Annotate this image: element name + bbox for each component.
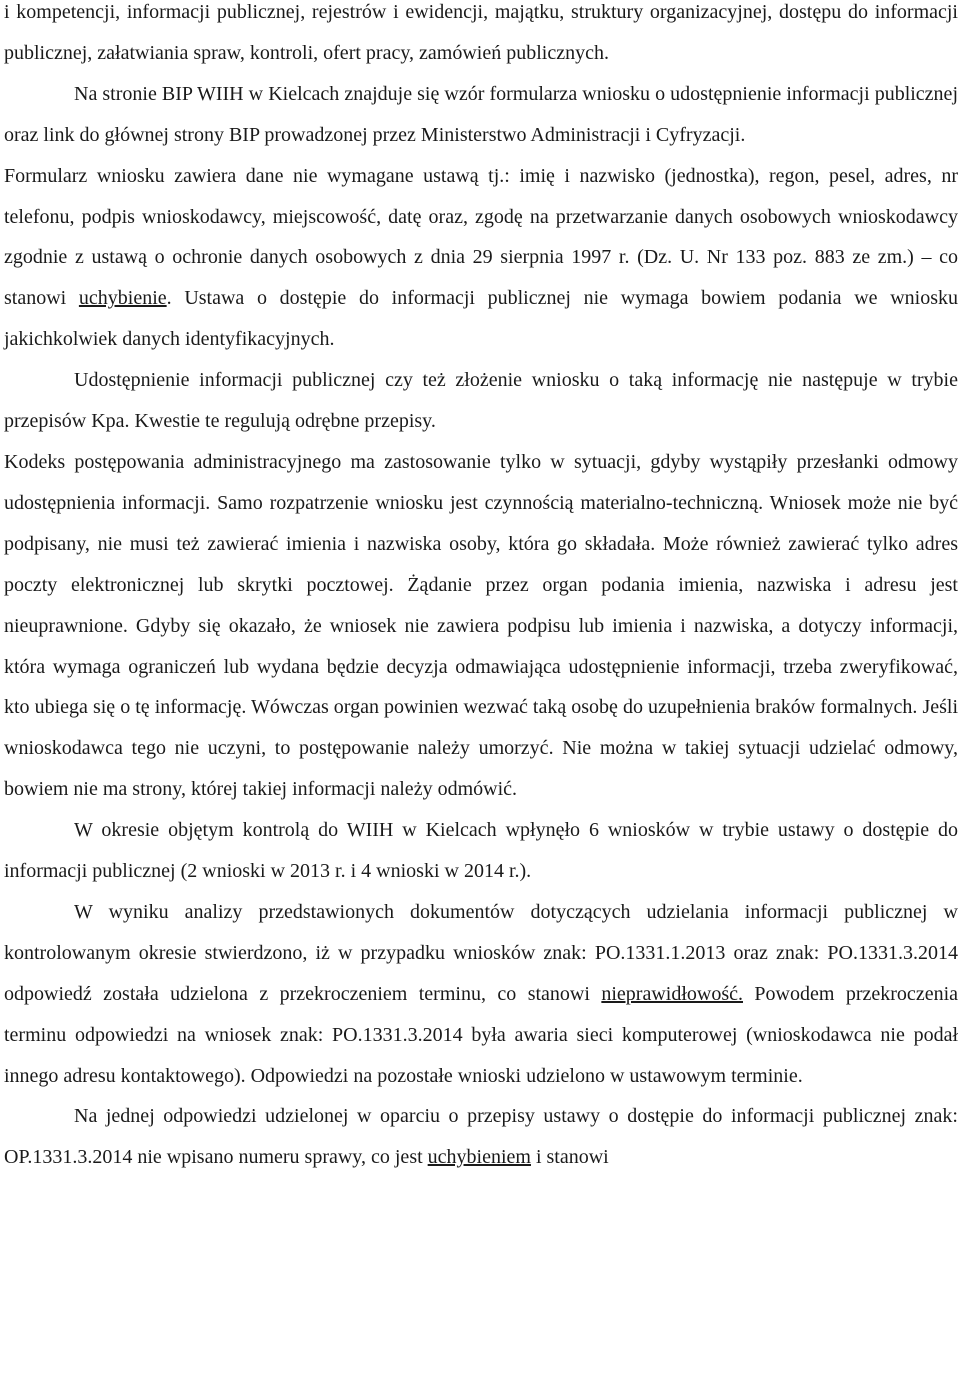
paragraph-3-text-b: . Ustawa o dostępie do informacji publicznej nie wymaga bowiem podania we wniosku jakichkolwiek danych identyfikacyjnych.: [4, 287, 958, 351]
paragraph-5: Kodeks postępowania administracyjnego ma zastosowanie tylko w sytuacji, gdyby wystąpiły przesłanki odmowy udostępnienia informacji. Samo rozpatrzenie wniosku jest czynnością materialno-techniczną. Wniosek może nie być podpisany, nie musi też zawierać imienia i nazwiska osoby, która go składała. Może również zawierać tylko adres poczty elektronicznej lub skrytki pocztowej. Żądanie przez organ podania imienia, nazwiska i adresu jest nieuprawnione. Gdyby się okazało, że wniosek nie zawiera podpisu lub imienia i nazwiska, a dotyczy informacji, która wymaga ograniczeń lub wydana będzie decyzja odmawiająca udostępnienie informacji, trzeba zweryfikować, kto ubiega się o tę informację. Wówczas organ powinien wezwać taką osobę do uzupełnienia braków formalnych. Jeśli wnioskodawca tego nie uczyni, to postępowanie należy umorzyć. Nie można w takiej sytuacji udzielać odmowy, bowiem nie ma strony, której takiej informacji należy odmówić.: [4, 450, 958, 801]
paragraph-1: i kompetencji, informacji publicznej, rejestrów i ewidencji, majątku, struktury organizacyjnej, dostępu do informacji publicznej, załatwiania spraw, kontroli, ofert pracy, zamówień publicznych.: [4, 1, 958, 64]
paragraph-6: W okresie objętym kontrolą do WIIH w Kielcach wpłynęło 6 wniosków w trybie ustawy o dostępie do informacji publicznej (2 wnioski w 2013 r. i 4 wnioski w 2014 r.).: [4, 819, 958, 883]
paragraph-8: [4, 1096, 958, 1178]
paragraph-4: Udostępnienie informacji publicznej czy też złożenie wniosku o taką informację nie następuje w trybie przepisów Kpa. Kwestie te regulują odrębne przepisy.: [4, 369, 958, 433]
paragraph-3-underlined: uchybienie: [78, 287, 167, 310]
paragraph-7-text-a: W wyniku analizy przedstawionych dokumentów dotyczących udzielania informacji publicznej w kontrolowanym okresie stwierdzono, iż w przypadku wniosków znak: PO.1331.1.2013 oraz znak: PO.1331.3.2014 odpowiedź została udzielona z przekroczeniem terminu, co stanowi: [4, 900, 958, 1005]
document-page: [4, 0, 958, 1178]
paragraph-8-underlined: uchybieniem: [427, 1146, 531, 1169]
paragraph-2: Na stronie BIP WIIH w Kielcach znajduje się wzór formularza wniosku o udostępnienie informacji publicznej oraz link do głównej strony BIP prowadzonej przez Ministerstwo Administracji i Cyfryzacji.: [4, 82, 958, 146]
paragraph-8-text-b: i stanowi: [530, 1146, 609, 1169]
paragraph-3: [4, 156, 958, 361]
paragraph-7: [4, 892, 958, 1097]
paragraph-8-text-a: Na jednej odpowiedzi udzielonej w oparciu o przepisy ustawy o dostępie do informacji publicznej znak: OP.1331.3.2014 nie wpisano numeru sprawy, co jest: [4, 1105, 958, 1169]
paragraph-3-text-a: Formularz wniosku zawiera dane nie wymagane ustawą tj.: imię i nazwisko (jednostka), regon, pesel, adres, nr telefonu, podpis wnioskodawcy, miejscowość, datę oraz, zgodę na przetwarzanie danych osobowych wnioskodawcy zgodnie z ustawą o ochronie danych osobowych z dnia 29 sierpnia 1997 r. (Dz. U. Nr 133 poz. 883 ze zm.) – co stanowi: [4, 164, 958, 310]
paragraph-7-underlined: nieprawidłowość.: [601, 982, 743, 1005]
paragraph-7-text-b: Powodem przekroczenia terminu odpowiedzi na wniosek znak: PO.1331.3.2014 była awaria sieci komputerowej (wnioskodawca nie podał innego adresu kontaktowego). Odpowiedzi na pozostałe wnioski udzielono w ustawowym terminie.: [4, 982, 959, 1087]
